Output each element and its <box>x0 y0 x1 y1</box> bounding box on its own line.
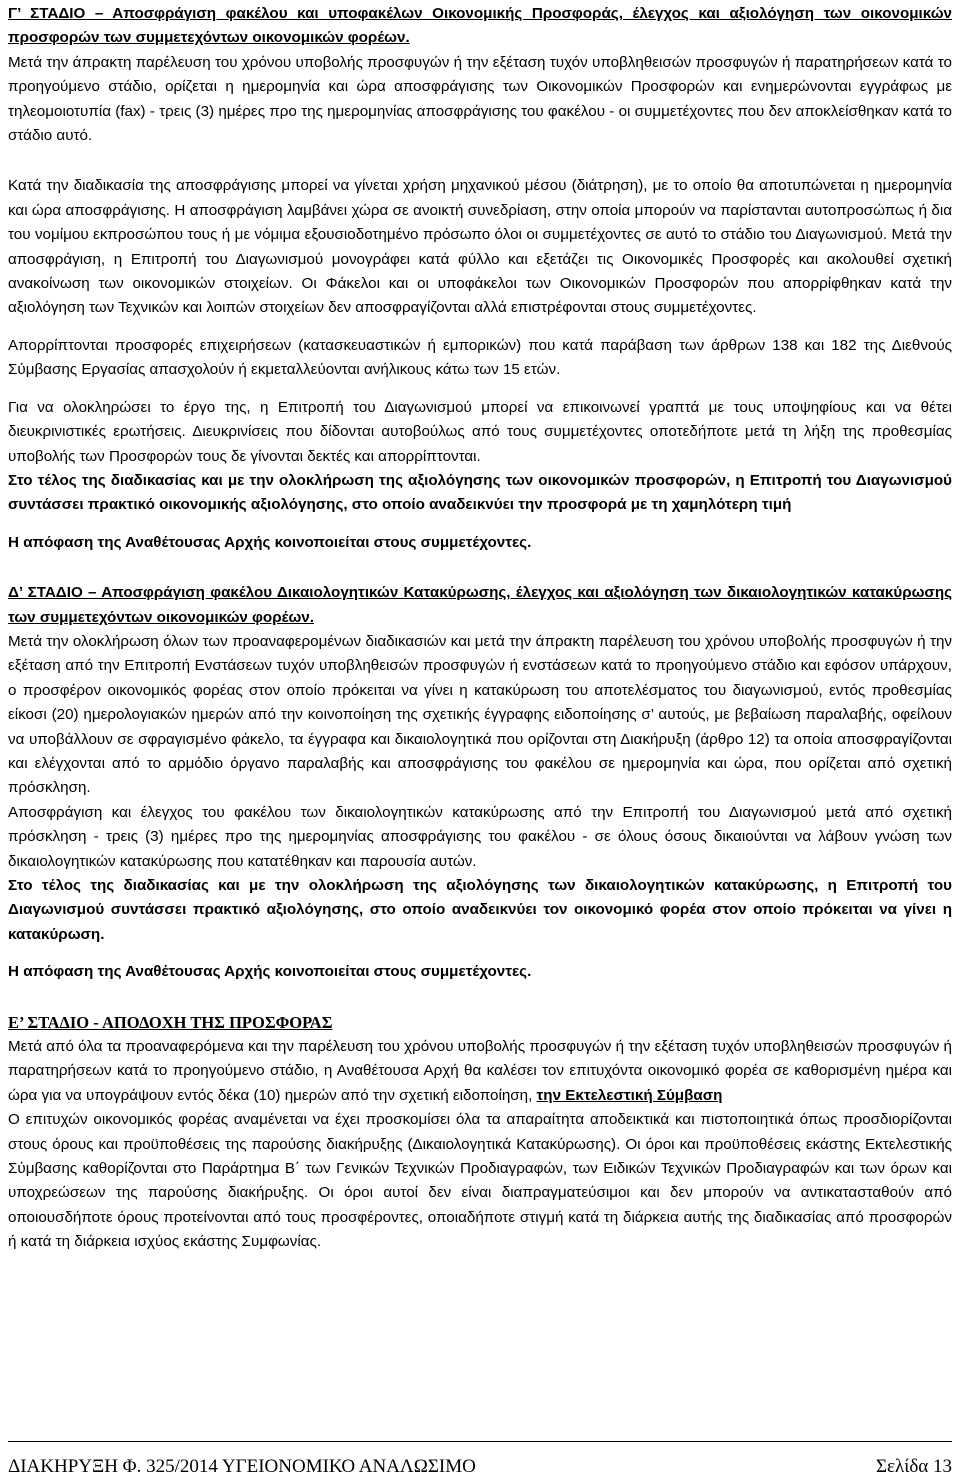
stage-d-heading: Δ’ ΣΤΑΔΙΟ – Αποσφράγιση φακέλου Δικαιολογητικών Κατακύρωσης, έλεγχος και αξιολόγηση των δικαιολογητικών κατακύρωσης των συμμετεχόντων οικονομικών φορέων. <box>8 584 952 626</box>
stage-d-paragraph-1: Μετά την ολοκλήρωση όλων των προαναφερομένων διαδικασιών και μετά την άπρακτη παρέλευση του χρόνου υποβολής προσφυγών ή την εξέταση από την Επιτροπή Ενστάσεων τυχόν υποβληθεισών προσφυγών ή ενστάσεων κατά το προηγούμενο στάδιο και εφόσον υπάρχουν, ο προσφέρον οικονομικός φορέας στον οποίο πρόκειται να γίνει η κατακύρωση του αποτελέσματος του διαγωνισμού, εντός προθεσμίας είκοσι (20) ημερολογιακών ημερών από την κοινοποίηση της σχετικής έγγραφης ειδοποίησης σ’ αυτούς, με βεβαίωση παραλαβής, οφείλουν να υποβάλλουν σε σφραγισμένο φάκελο, τα έγγραφα και δικαιολογητικά που ορίζονται στη Διακήρυξη (άρθρο 12) τα οποία αποσφραγίζονται και ελέγχονται από το αρμόδιο όργανο παραλαβής και αποσφράγισης του φακέλου σε ημερομηνία και ώρα, που ορίζεται από σχετική πρόσκληση. <box>8 632 952 797</box>
stage-c-decision: Η απόφαση της Αναθέτουσας Αρχής κοινοποιείται στους συμμετέχοντες. <box>8 533 532 551</box>
stage-e-paragraph-1-text: Μετά από όλα τα προαναφερόμενα και την παρέλευση του χρόνου υποβολής προσφυγών ή την εξέταση τυχόν υποβληθεισών προσφυγών ή παρατηρήσεων κατά το προηγούμενο στάδιο, η Αναθέτουσα Αρχή θα καλέσει τον επιτυχόντα οικονομικό φορέα σε καθορισμένη ημέρα και ώρα για να υπογράψουν εντός δέκα (10) ημερών από την σχετική ειδοποίηση, <box>8 1038 952 1104</box>
stage-d-decision: Η απόφαση της Αναθέτουσας Αρχής κοινοποιείται στους συμμετέχοντες. <box>8 963 532 981</box>
stage-d-paragraph-2: Αποσφράγιση και έλεγχος του φακέλου των δικαιολογητικών κατακύρωσης από την Επιτροπή του Διαγωνισμού μετά από σχετική πρόσκληση - τρεις (3) ημέρες προ της ημερομηνίας αποσφράγισης του φακέλου - σε όλους όσους δικαιούνται να λάβουν γνώση των δικαιολογητικών κατακύρωσης που κατατέθηκαν και παρουσία αυτών. <box>8 803 952 870</box>
stage-c-paragraph-2: Κατά την διαδικασία της αποσφράγισης μπορεί να γίνεται χρήση μηχανικού μέσου (διάτρηση), με το οποίο θα αποτυπώνεται η ημερομηνία και ώρα αποσφράγισης. Η αποσφράγιση λαμβάνει χώρα σε ανοικτή συνεδρίαση, στην οποία μπορούν να παρίστανται αυτοπροσώπως ή δια του νομίμου εκπροσώπου τους ή με νόμιμα εξουσιοδοτημένο πρόσωπο όλοι οι συμμετέχοντες σε αυτό το στάδιο του Διαγωνισμού. Μετά την αποσφράγιση, η Επιτροπή του Διαγωνισμού μονογράφει κατά φύλλο και εξετάζει τις Οικονομικές Προσφορές και ακολουθεί σχετική ανακοίνωση των οικονομικών στοιχείων. Οι Φάκελοι και οι υποφάκελοι των Οικονομικών Προσφορών που απορρίφθηκαν κατά την αξιολόγηση των Τεχνικών και λοιπών στοιχείων δεν αποσφραγίζονται αλλά επιστρέφονται στους συμμετέχοντες. <box>8 177 952 317</box>
stage-c-paragraph-1: Μετά την άπρακτη παρέλευση του χρόνου υποβολής προσφυγών ή την εξέταση τυχόν υποβληθεισών προσφυγών ή παρατηρήσεων κατά το προηγούμενο στάδιο, ορίζεται η ημερομηνία και ώρα αποσφράγισης των Οικονομικών Προσφορών και ενημερώνονται εγγράφως με τηλεομοιοτυπία (fax) - τρεις (3) ημέρες προ της ημερομηνίας αποσφράγισης του φακέλου - οι συμμετέχοντες που δεν αποκλείσθηκαν κατά το στάδιο αυτό. <box>8 53 952 145</box>
stage-c-conclusion: Στο τέλος της διαδικασίας και με την ολοκλήρωση της αξιολόγησης των οικονομικών προσφορών, η Επιτροπή του Διαγωνισμού συντάσσει πρακτικό οικονομικής αξιολόγησης, στο οποίο αναδεικνύει την προσφορά με τη χαμηλότερη τιμή <box>8 471 952 514</box>
footer-document-title: ΔΙΑΚΗΡΥΞΗ Φ. 325/2014 ΥΓΕΙΟΝΟΜΙΚΟ ΑΝΑΛΩΣΙΜΟ <box>8 1456 476 1477</box>
stage-e-paragraph-2: Ο επιτυχών οικονομικός φορέας αναμένεται να έχει προσκομίσει όλα τα απαραίτητα αποδεικτικά και πιστοποιητικά όπως προσδιορίζονται στους όρους και προϋποθέσεις της παρούσης διακήρυξης (Δικαιολογητικά Κατακύρωσης). Οι όροι και προϋποθέσεις εκάστης Εκτελεστικής Σύμβασης καθορίζονται στο Παράρτημα Β΄ των Γενικών Τεχνικών Προδιαγραφών, των Ειδικών Τεχνικών Προδιαγραφών και των όρων και υποχρεώσεων της παρούσης διακήρυξης. Οι όροι αυτοί δεν είναι διαπραγματεύσιμοι και δεν μπορούν να αντικατασταθούν από οποιουσδήποτε όρους προτείνονται από τους προσφέροντες, οποιαδήποτε στιγμή κατά τη διάρκεια αυτής της διαδικασίας από προσφορών ή κατά τη διάρκεια ισχύος εκάστης Συμφωνίας. <box>8 1111 952 1251</box>
stage-e-paragraph-1 <box>8 1035 952 1108</box>
footer-page-number: Σελίδα 13 <box>875 1456 952 1477</box>
stage-c-paragraph-4: Για να ολοκληρώσει το έργο της, η Επιτροπή του Διαγωνισμού μπορεί να επικοινωνεί γραπτά με τους υποψηφίους και να θέτει διευκρινιστικές ερωτήσεις. Διευκρινίσεις που δίδονται αυτοβούλως από τους συμμετέχοντες οποτεδήποτε μετά τη λήξη της προθεσμίας υποβολής των Προσφορών τους δε γίνονται δεκτές και απορρίπτονται. <box>8 398 952 465</box>
document-page <box>8 2 952 1255</box>
stage-d-conclusion: Στο τέλος της διαδικασίας και με την ολοκλήρωση της αξιολόγησης των δικαιολογητικών κατακύρωσης, η Επιτροπή του Διαγωνισμού συντάσσει πρακτικό αξιολόγησης, στο οποίο αναδεικνύει τον οικονομικό φορέα στον οποίο πρόκειται να γίνει η κατακύρωση. <box>8 877 952 943</box>
stage-e-heading: Ε’ ΣΤΑΔΙΟ - ΑΠΟΔΟΧΗ ΤΗΣ ΠΡΟΣΦΟΡΑΣ <box>8 1012 333 1032</box>
stage-c-paragraph-3: Απορρίπτονται προσφορές επιχειρήσεων (κατασκευαστικών ή εμπορικών) που κατά παράβαση των άρθρων 138 και 182 της Διεθνούς Σύμβασης Εργασίας απασχολούν ή εκμεταλλεύονται ανήλικους κάτω των 15 ετών. <box>8 336 952 379</box>
page-footer <box>8 1441 952 1480</box>
stage-c-heading: Γ’ ΣΤΑΔΙΟ – Αποσφράγιση φακέλου και υποφακέλων Οικονομικής Προσφοράς, έλεγχος και αξιολόγηση των οικονομικών προσφορών των συμμετεχόντων οικονομικών φορέων. <box>8 5 952 47</box>
executive-contract-emphasis: την Εκτελεστική Σύμβαση <box>536 1086 723 1104</box>
